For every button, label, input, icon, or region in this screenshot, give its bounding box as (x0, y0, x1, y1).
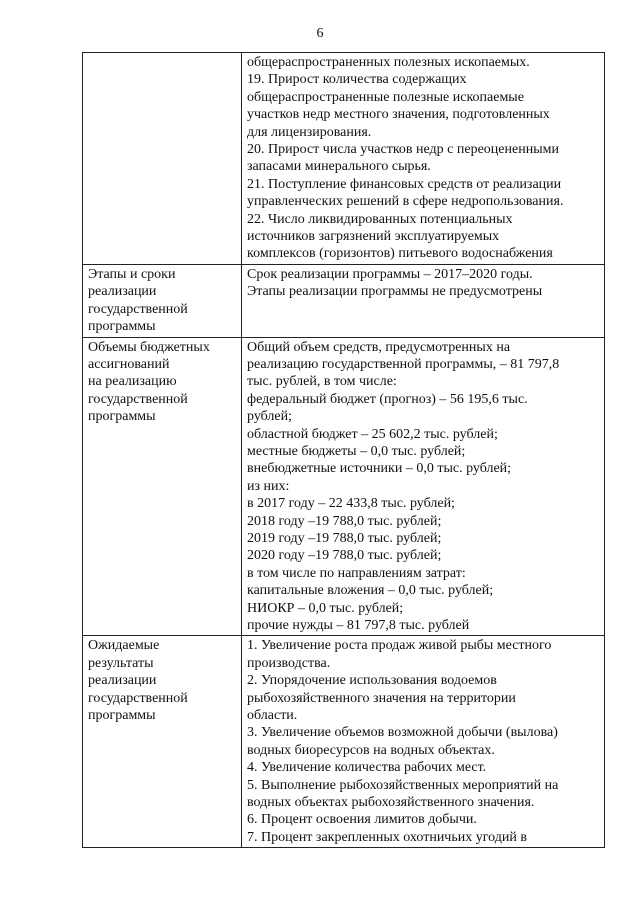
value-line: 3. Увеличение объемов возможной добычи (вылова) (247, 725, 558, 741)
value-line: тыс. рублей, в том числе: (247, 374, 397, 390)
value-line: 22. Число ликвидированных потенциальных (247, 211, 513, 227)
value-line: внебюджетные источники – 0,0 тыс. рублей; (247, 461, 512, 477)
value-line: 5. Выполнение рыбохозяйственных мероприятий на (247, 777, 559, 793)
label-line: программы (88, 708, 156, 724)
value-line: 4. Увеличение количества рабочих мест. (247, 760, 487, 776)
row-label-cell (83, 264, 242, 337)
label-line: на реализацию (88, 374, 177, 390)
label-line: программы (88, 319, 156, 335)
label-line: программы (88, 409, 156, 425)
label-line: ассигнований (88, 356, 170, 372)
value-line: 1. Увеличение роста продаж живой рыбы местного (247, 638, 552, 654)
row-label-cell (83, 636, 242, 848)
value-line: водных биоресурсов на водных объектах. (247, 742, 495, 758)
label-line: Ожидаемые (88, 638, 160, 654)
row-value-cell (242, 636, 605, 848)
label-line: реализации (88, 673, 157, 689)
row-label-cell (83, 53, 242, 265)
value-line: из них: (247, 478, 290, 494)
row-label-cell (83, 337, 242, 636)
value-line: Срок реализации программы – 2017–2020 годы. (247, 266, 533, 282)
value-line: 6. Процент освоения лимитов добычи. (247, 812, 477, 828)
value-line: области. (247, 708, 298, 724)
label-line: государственной (88, 690, 188, 706)
value-line: для лицензирования. (247, 124, 372, 140)
value-line: Этапы реализации программы не предусмотрены (247, 284, 543, 300)
value-line: местные бюджеты – 0,0 тыс. рублей; (247, 443, 466, 459)
value-line: 2020 году –19 788,0 тыс. рублей; (247, 548, 442, 564)
value-line: 2018 году –19 788,0 тыс. рублей; (247, 513, 442, 529)
value-line: производства. (247, 655, 331, 671)
value-line: 20. Прирост числа участков недр с переоцененными (247, 142, 559, 158)
page-number: 6 (316, 26, 324, 41)
value-line: 21. Поступление финансовых средств от реализации (247, 176, 562, 192)
row-value-cell (242, 337, 605, 636)
value-line: реализацию государственной программы, – 81 797,8 (247, 356, 560, 372)
label-line: Этапы и сроки (88, 266, 176, 282)
value-line: НИОКР – 0,0 тыс. рублей; (247, 600, 404, 616)
label-line: результаты (88, 655, 154, 671)
value-line: Общий объем средств, предусмотренных на (247, 339, 511, 355)
value-line: 2019 году –19 788,0 тыс. рублей; (247, 530, 442, 546)
value-line: комплексов (горизонтов) питьевого водоснабжения (247, 246, 553, 262)
value-line: общераспространенные полезные ископаемые (247, 89, 524, 105)
value-line: 2. Упорядочение использования водоемов (247, 673, 497, 689)
value-line: источников загрязнений эксплуатируемых (247, 229, 500, 245)
label-line: Объемы бюджетных (88, 339, 210, 355)
value-line: в 2017 году – 22 433,8 тыс. рублей; (247, 496, 455, 512)
value-line: запасами минерального сырья. (247, 159, 431, 175)
value-line: водных объектах рыбохозяйственного значения. (247, 795, 535, 811)
value-line: прочие нужды – 81 797,8 тыс. рублей (247, 618, 470, 633)
row-value-cell (242, 53, 605, 265)
label-line: государственной (88, 301, 188, 317)
value-line: общераспространенных полезных ископаемых. (247, 55, 530, 70)
table-row (83, 264, 605, 337)
value-line: участков недр местного значения, подготовленных (247, 107, 550, 123)
value-line: федеральный бюджет (прогноз) – 56 195,6 тыс. (247, 391, 528, 407)
table-row (83, 53, 605, 265)
program-passport-table (82, 52, 605, 848)
label-line: государственной (88, 391, 188, 407)
value-line: управленческих решений в сфере недропользования. (247, 194, 564, 210)
value-line: в том числе по направлениям затрат: (247, 565, 466, 581)
value-line: 7. Процент закрепленных охотничьих угодий в (247, 829, 527, 845)
value-line: капитальные вложения – 0,0 тыс. рублей; (247, 583, 494, 599)
value-line: рублей; (247, 409, 292, 425)
row-value-cell (242, 264, 605, 337)
label-line: реализации (88, 284, 157, 300)
value-line: рыбохозяйственного значения на территории (247, 690, 516, 706)
value-line: областной бюджет – 25 602,2 тыс. рублей; (247, 426, 498, 442)
value-line: 19. Прирост количества содержащих (247, 72, 467, 88)
table-row (83, 636, 605, 848)
table-row (83, 337, 605, 636)
